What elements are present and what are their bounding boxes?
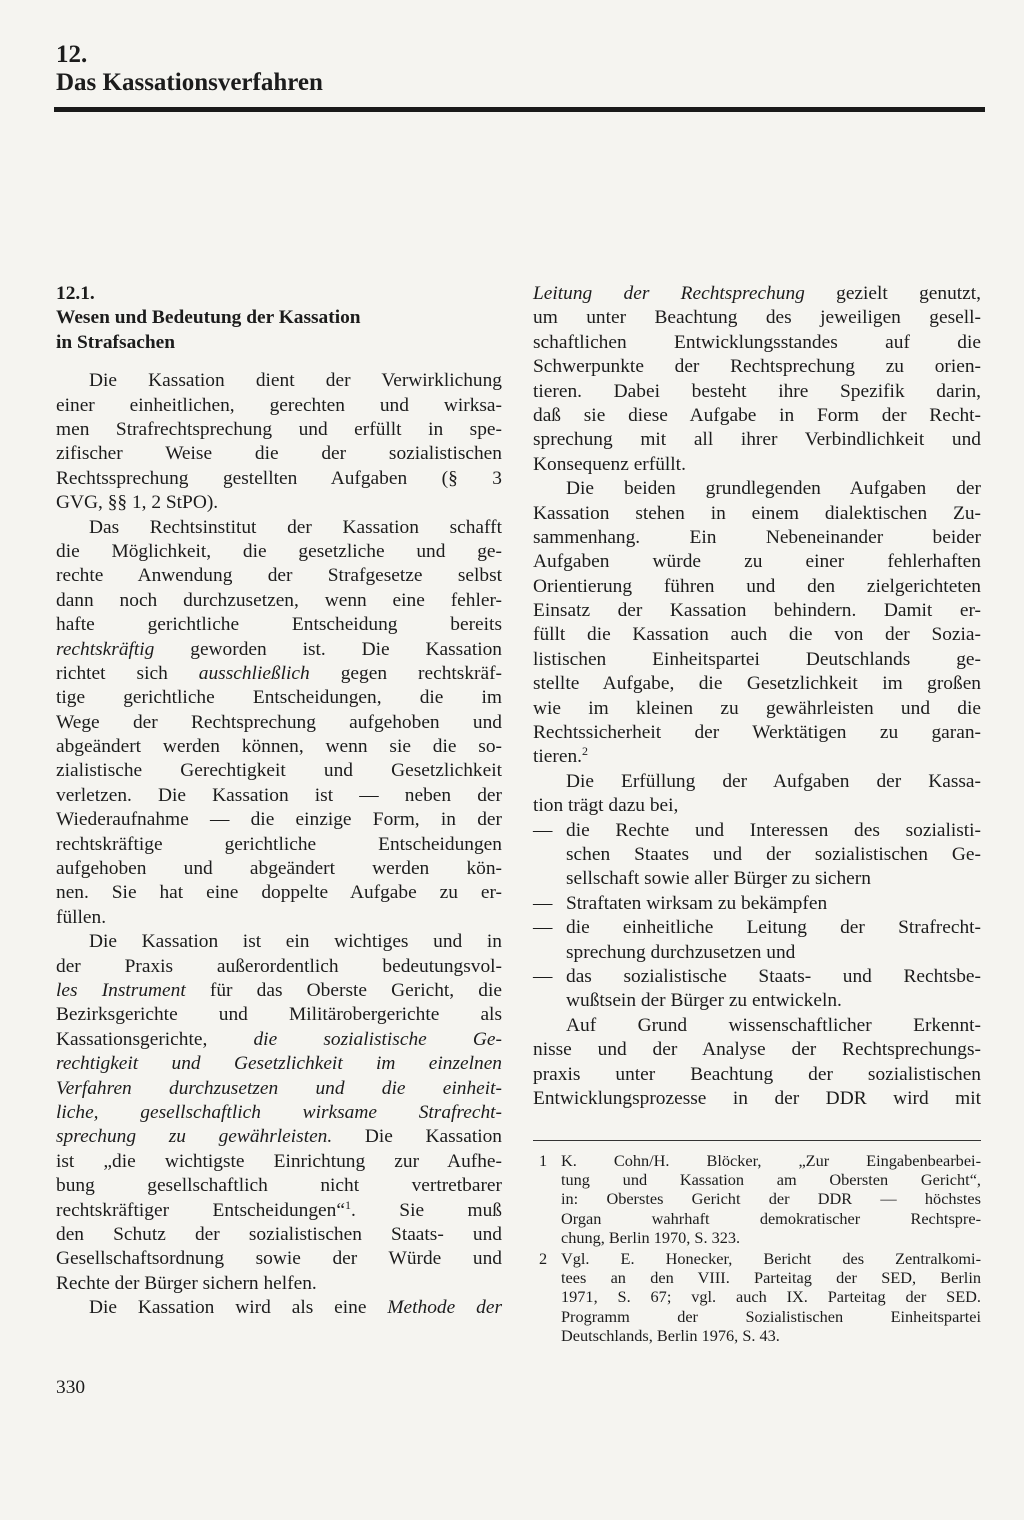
footnote	[533, 1249, 981, 1345]
italic-text: die sozialistische Ge-	[253, 1028, 502, 1050]
text-line: stellte Aufgabe, die Gesetzlichkeit im großen	[533, 673, 981, 695]
text-line	[56, 1199, 502, 1223]
text-line: abgeändert werden können, wenn sie die so-	[56, 736, 502, 758]
list-item	[533, 916, 981, 965]
text-line: Schwerpunkte der Rechtsprechung zu orien-	[533, 356, 981, 378]
text-line: sprechung mit all ihrer Verbindlichkeit und	[533, 429, 981, 451]
footnote-ref: 1	[344, 1197, 351, 1212]
text-run: . Sie muß	[350, 1199, 503, 1221]
text-line: ist „die wichtigste Einrichtung zur Aufhe-	[56, 1150, 502, 1172]
text-line: rechte Anwendung der Strafgesetze selbst	[56, 565, 502, 587]
text-line: zialistische Gerechtigkeit und Gesetzlichkeit	[56, 760, 502, 782]
text-line: tieren. Dabei besteht ihre Spezifik darin,	[533, 380, 981, 402]
text-line: um unter Beachtung des jeweiligen gesell-	[533, 307, 981, 329]
text-line: Konsequenz erfüllt.	[533, 453, 686, 475]
text-line	[56, 1052, 502, 1076]
paragraph	[533, 282, 981, 477]
dash-marker: —	[533, 917, 553, 939]
text-line: dann noch durchzusetzen, wenn eine fehler-	[56, 589, 502, 611]
dash-marker: —	[533, 892, 553, 914]
text-line: Rechtssprechung gestellten Aufgaben (§ 3	[56, 467, 502, 489]
italic-text: les Instrument	[56, 979, 186, 1001]
text-line: Straftaten wirksam zu bekämpfen	[566, 892, 828, 914]
footnote-line: 1971, S. 67; vgl. auch IX. Parteitag der SED.	[561, 1287, 981, 1307]
italic-text: sprechung zu gewährleisten.	[56, 1126, 333, 1148]
chapter-number: 12.	[56, 41, 88, 68]
italic-text: ausschließlich	[198, 662, 310, 684]
list-item	[533, 965, 981, 1014]
footnote-line: Programm der Sozialistischen Einheitspartei	[561, 1306, 981, 1326]
text-line: nen. Sie hat eine doppelte Aufgabe zu er-	[56, 882, 502, 904]
text-line: sammenhang. Ein Nebeneinander beider	[533, 526, 981, 548]
footnote-line: Organ wahrhaft demokratischer Rechtspre-	[561, 1208, 981, 1228]
text-line: den Schutz der sozialistischen Staats- und	[56, 1223, 502, 1245]
section-title: in Strafsachen	[56, 331, 176, 353]
paragraph	[56, 369, 502, 515]
text-line	[56, 1077, 502, 1101]
text-line: Aufgaben würde zu einer fehlerhaften	[533, 551, 981, 573]
dash-marker: —	[533, 819, 553, 841]
text-line: tion trägt dazu bei,	[533, 795, 679, 817]
right-column	[533, 282, 981, 1111]
text-line: Wiederaufnahme — die einzige Form, in der	[56, 809, 502, 831]
text-line: Die beiden grundlegenden Aufgaben der	[566, 478, 981, 500]
text-line: Die Erfüllung der Aufgaben der Kassa-	[566, 770, 981, 792]
list-item	[533, 892, 981, 916]
text-line: der Praxis außerordentlich bedeutungsvol-	[56, 955, 502, 977]
text-line: das sozialistische Staats- und Rechtsbe-	[566, 965, 981, 987]
text-line: schaftlichen Entwicklungsstandes auf die	[533, 331, 981, 353]
footnote	[533, 1151, 981, 1247]
text-run: Kassationsgerichte,	[56, 1028, 254, 1050]
section-number: 12.1.	[56, 283, 95, 304]
text-line	[56, 1101, 502, 1125]
italic-text: rechtigkeit und Gesetzlichkeit im einzelnen	[56, 1053, 502, 1075]
footnote-line: K. Cohn/H. Blöcker, „Zur Eingabenbearbei-	[561, 1151, 981, 1170]
text-line	[56, 662, 502, 686]
text-line: GVG, §§ 1, 2 StPO).	[56, 492, 219, 514]
page-number: 330	[56, 1377, 86, 1398]
italic-text: liche, gesellschaftlich wirksame Strafrecht-	[56, 1101, 502, 1123]
paragraph	[56, 516, 502, 931]
footnote-line: Deutschlands, Berlin 1976, S. 43.	[561, 1325, 780, 1345]
text-line	[56, 1296, 502, 1320]
paragraph	[533, 770, 981, 819]
text-line: listischen Einheitspartei Deutschlands ge-	[533, 648, 981, 670]
paragraph	[56, 1296, 502, 1320]
text-line: Die Kassation ist ein wichtiges und in	[89, 931, 502, 953]
text-line: Gesellschaftsordnung sowie der Würde und	[56, 1248, 502, 1270]
italic-text: rechtskräftig	[56, 638, 155, 660]
text-line: zifischer Weise die der sozialistischen	[56, 443, 502, 465]
footnotes	[533, 1151, 981, 1347]
text-line: hafte gerichtliche Entscheidung bereits	[56, 614, 502, 636]
footnote-number: 1	[539, 1151, 548, 1170]
text-run: rechtskräftiger Entscheidungen“	[56, 1199, 345, 1221]
text-line: aufgehoben und abgeändert werden kön-	[56, 858, 502, 880]
dash-marker: —	[533, 965, 553, 987]
text-line	[533, 745, 981, 769]
text-run: gezielt genutzt,	[804, 283, 982, 304]
text-line: sprechung durchzusetzen und	[566, 941, 796, 963]
italic-text: Leitung der Rechtsprechung	[533, 283, 805, 304]
text-run: für das Oberste Gericht, die	[185, 979, 502, 1001]
text-line: Entwicklungsprozesse in der DDR wird mit	[533, 1087, 981, 1109]
text-line	[56, 979, 502, 1003]
text-run: Die Kassation	[332, 1126, 502, 1148]
chapter-rule	[54, 107, 985, 112]
italic-text: Verfahren durchzusetzen und die einheit-	[56, 1077, 502, 1099]
text-line: Das Rechtsinstitut der Kassation schafft	[89, 516, 502, 538]
text-line: die Möglichkeit, die gesetzliche und ge-	[56, 540, 502, 562]
footnote-ref: 2	[582, 744, 588, 759]
italic-text: Methode der	[387, 1297, 502, 1319]
text-line: men Strafrechtsprechung und erfüllt in spe-	[56, 419, 502, 440]
text-line: Rechte der Bürger sichern helfen.	[56, 1272, 317, 1294]
section-title: Wesen und Bedeutung der Kassation	[56, 307, 361, 329]
footnote-rule	[533, 1140, 981, 1141]
text-line	[533, 282, 981, 306]
left-column	[56, 282, 502, 1320]
text-run: Die Kassation wird als eine	[89, 1297, 388, 1319]
text-line: Bezirksgerichte und Militärobergerichte als	[56, 1004, 502, 1026]
text-run: geworden ist. Die Kassation	[154, 638, 502, 660]
list-item	[533, 819, 981, 892]
footnote-line: tung und Kassation am Obersten Gericht“,	[561, 1170, 981, 1190]
paragraph	[56, 930, 502, 1296]
text-line: Orientierung führen und den zielgerichteten	[533, 575, 981, 597]
text-line: rechtskräftige gerichtliche Entscheidungen	[56, 833, 502, 855]
text-line	[56, 1125, 502, 1149]
text-line: Einsatz der Kassation behindern. Damit er-	[533, 600, 981, 622]
text-line	[56, 638, 502, 662]
text-line: Wege der Rechtsprechung aufgehoben und	[56, 711, 502, 733]
text-line: die einheitliche Leitung der Strafrecht-	[566, 917, 981, 939]
text-line: wie im kleinen zu gewährleisten und die	[533, 697, 981, 719]
text-line: die Rechte und Interessen des sozialisti-	[566, 819, 981, 841]
text-line: Die Kassation dient der Verwirklichung	[89, 370, 502, 392]
text-line: nisse und der Analyse der Rechtsprechungs-	[533, 1039, 981, 1061]
footnote-line: chung, Berlin 1970, S. 323.	[561, 1227, 741, 1247]
text-line: tige gerichtliche Entscheidungen, die im	[56, 687, 502, 709]
text-line: füllt die Kassation auch die von der Sozia-	[533, 624, 981, 646]
dash-list	[533, 819, 981, 1014]
footnote-line: Vgl. E. Honecker, Bericht des Zentralkomi-	[561, 1248, 981, 1268]
text-line: füllen.	[56, 906, 107, 928]
text-line	[56, 1028, 502, 1052]
text-line: verletzen. Die Kassation ist — neben der	[56, 784, 502, 806]
text-line: praxis unter Beachtung der sozialistischen	[533, 1063, 981, 1085]
text-line: Auf Grund wissenschaftlicher Erkennt-	[566, 1014, 981, 1036]
text-line: Rechtssicherheit der Werktätigen zu garan-	[533, 722, 981, 744]
chapter-title: Das Kassationsverfahren	[56, 69, 323, 96]
text-run: tieren.	[533, 746, 582, 768]
paragraph	[533, 477, 981, 770]
text-run: gegen rechtskräf-	[309, 662, 502, 684]
text-line: wußtsein der Bürger zu entwickeln.	[566, 990, 842, 1012]
text-run: richtet sich	[56, 662, 199, 684]
paragraph	[533, 1014, 981, 1112]
text-line: schen Staates und der sozialistischen Ge-	[566, 843, 981, 865]
footnote-line: tees an den VIII. Parteitag der SED, Berlin	[561, 1268, 981, 1288]
text-line: einer einheitlichen, gerechten und wirksa-	[56, 394, 502, 416]
footnote-number: 2	[539, 1248, 548, 1268]
text-line: sellschaft sowie aller Bürger zu sichern	[566, 868, 871, 890]
text-line: bung gesellschaftlich nicht vertretbarer	[56, 1175, 502, 1197]
text-line: daß sie diese Aufgabe in Form der Recht-	[533, 404, 981, 426]
text-line: Kassation stehen in einem dialektischen Zu-	[533, 502, 981, 524]
footnote-line: in: Oberstes Gericht der DDR — höchstes	[561, 1189, 981, 1209]
